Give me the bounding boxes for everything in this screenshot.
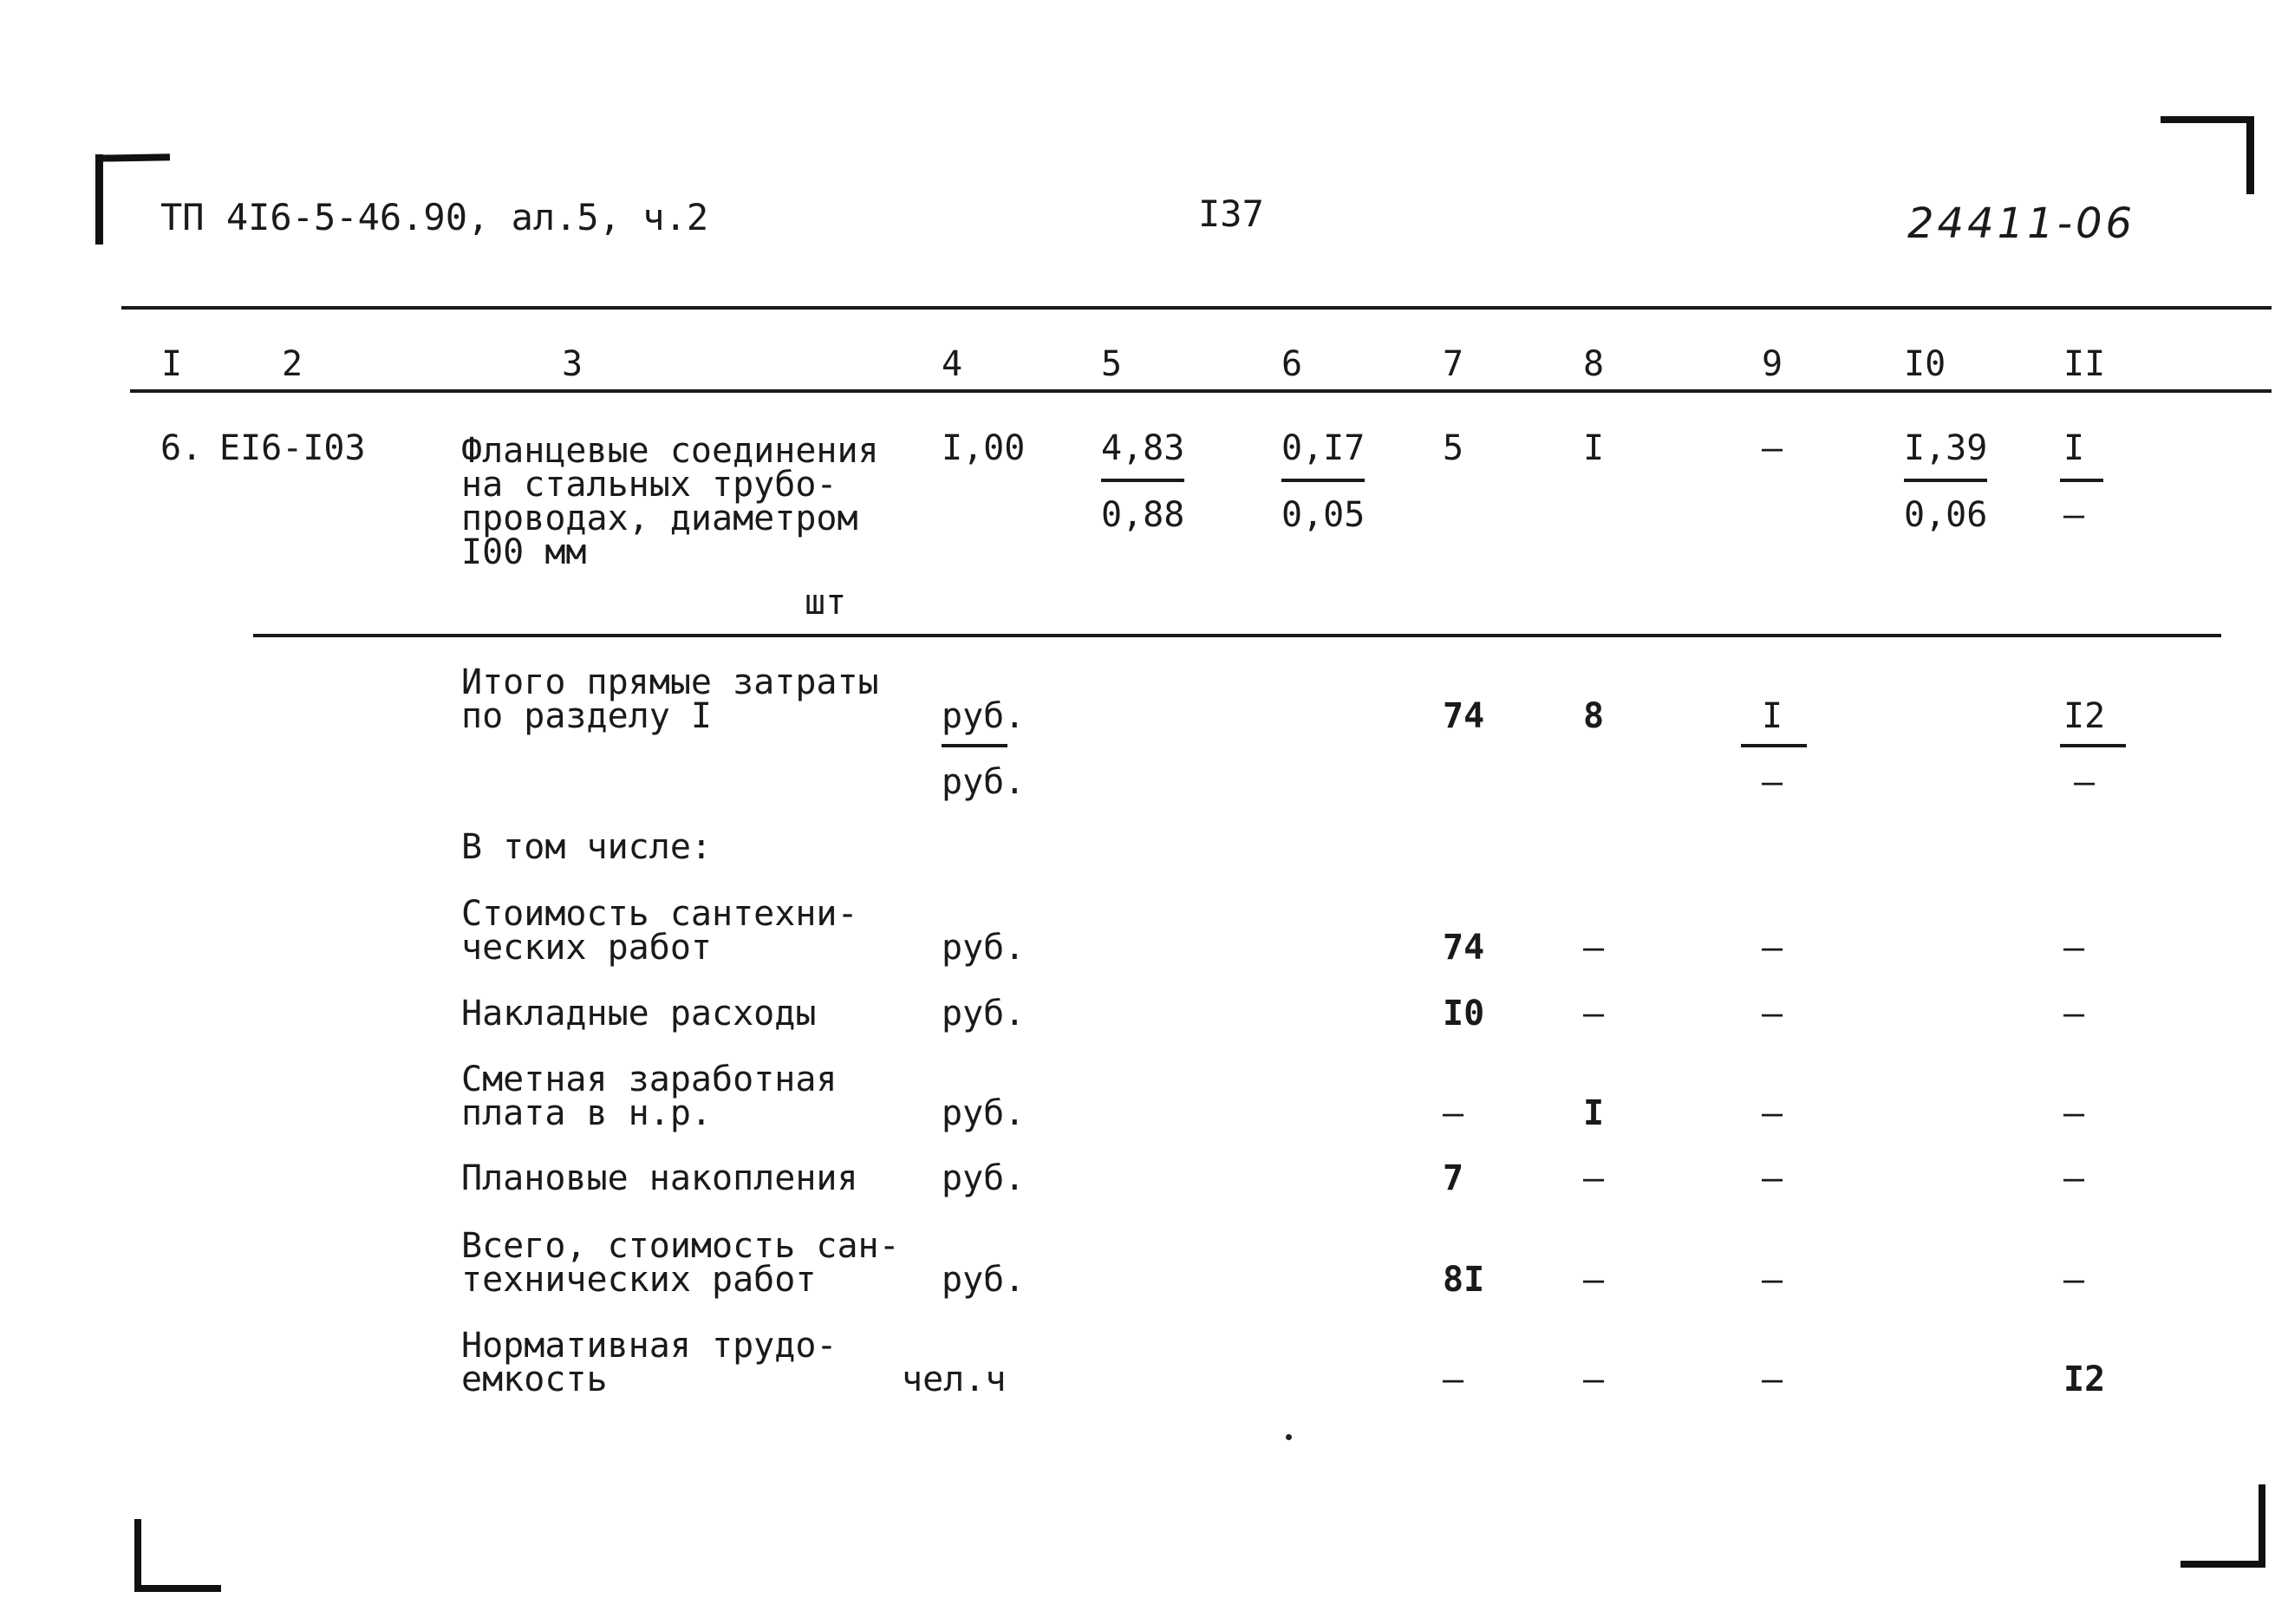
item-col8: I: [1583, 428, 1605, 468]
fraction-bar: [1904, 479, 1987, 482]
item-col5-bottom: 0,88: [1101, 495, 1185, 535]
total-col8: 8: [1583, 696, 1605, 736]
fraction-bar: [1101, 479, 1184, 482]
handwritten-document-code: 24411-06: [1907, 199, 2136, 248]
including-label: В том числе:: [461, 827, 712, 867]
row-col9: –: [1762, 1093, 1783, 1133]
total-col9-top: I: [1762, 696, 1783, 736]
row-label-line: ческих работ: [461, 928, 712, 968]
column-header: I: [161, 344, 183, 384]
item-quantity: I,00: [942, 428, 1026, 468]
row-col11: –: [2063, 1093, 2085, 1133]
row-col11: –: [2063, 994, 2085, 1034]
row-col11: –: [2063, 1158, 2085, 1198]
row-unit: руб.: [942, 1260, 1026, 1300]
row-label-line: Стоимость сантехни-: [461, 894, 858, 934]
column-header: 6: [1281, 344, 1303, 384]
item-unit: шт: [805, 583, 847, 623]
row-label-line: Плановые накопления: [461, 1158, 858, 1198]
item-col11-top: I: [2063, 428, 2085, 468]
row-col9: –: [1762, 994, 1783, 1034]
row-label-line: Накладные расходы: [461, 994, 817, 1034]
item-description-line: Фланцевые соединения: [461, 431, 879, 471]
row-label-line: Сметная заработная: [461, 1060, 838, 1099]
row-col8: I: [1583, 1093, 1605, 1133]
total-unit-top: руб.: [942, 696, 1026, 736]
row-col7: I0: [1443, 994, 1485, 1034]
column-header: 8: [1583, 344, 1605, 384]
corner-mark-top-left-horizontal: [95, 153, 170, 161]
column-header: I0: [1904, 344, 1946, 384]
item-col6-top: 0,I7: [1281, 428, 1366, 468]
row-col8: –: [1583, 994, 1605, 1034]
corner-mark-bottom-left-vertical: [134, 1519, 141, 1592]
row-col11: –: [2063, 928, 2085, 968]
row-unit: руб.: [942, 928, 1026, 968]
row-col11: I2: [2063, 1360, 2106, 1399]
row-col7: –: [1443, 1360, 1464, 1399]
item-col11-bottom: –: [2063, 495, 2085, 535]
row-label-line: Нормативная трудо-: [461, 1326, 838, 1366]
document-reference: ТП 4I6-5-46.90, ал.5, ч.2: [160, 196, 709, 238]
row-unit: чел.ч: [902, 1360, 1007, 1399]
row-label-line: Всего, стоимость сан-: [461, 1226, 900, 1266]
row-col7: 7: [1443, 1158, 1464, 1198]
column-header: 3: [562, 344, 583, 384]
total-col7: 74: [1443, 696, 1485, 736]
row-col8: –: [1583, 1158, 1605, 1198]
row-unit: руб.: [942, 1158, 1026, 1198]
item-col7: 5: [1443, 428, 1464, 468]
fraction-bar: [2060, 479, 2103, 482]
row-col9: –: [1762, 928, 1783, 968]
item-col10-top: I,39: [1904, 428, 1988, 468]
item-col9: –: [1762, 428, 1783, 468]
column-header: 5: [1101, 344, 1123, 384]
table-top-rule: [121, 306, 2272, 310]
row-unit: руб.: [942, 1093, 1026, 1133]
page-number: I37: [1198, 192, 1264, 235]
total-col9-bottom: –: [1762, 762, 1783, 802]
row-col7: –: [1443, 1093, 1464, 1133]
column-header: 2: [282, 344, 303, 384]
item-col10-bottom: 0,06: [1904, 495, 1988, 535]
item-bottom-rule: [253, 634, 2221, 637]
item-number: 6.: [160, 428, 203, 468]
row-label-line: технических работ: [461, 1260, 817, 1300]
corner-mark-top-right-horizontal: [2161, 116, 2254, 123]
column-header: 4: [942, 344, 963, 384]
row-col9: –: [1762, 1158, 1783, 1198]
corner-mark-top-left-vertical: [95, 154, 103, 245]
column-header: 7: [1443, 344, 1464, 384]
column-header: II: [2063, 344, 2106, 384]
row-col9: –: [1762, 1360, 1783, 1399]
fraction-bar: [1281, 479, 1365, 482]
fraction-bar: [2060, 744, 2126, 747]
row-col9: –: [1762, 1260, 1783, 1300]
row-label-line: емкость: [461, 1360, 608, 1399]
column-header: 9: [1762, 344, 1783, 384]
total-unit-bottom: руб.: [942, 762, 1026, 802]
fraction-bar: [942, 744, 1007, 747]
row-col11: –: [2063, 1260, 2085, 1300]
header-bottom-rule: [130, 389, 2272, 393]
corner-mark-bottom-right-vertical: [2259, 1484, 2265, 1568]
corner-mark-top-right-vertical: [2246, 116, 2254, 194]
item-col5-top: 4,83: [1101, 428, 1185, 468]
row-col8: –: [1583, 928, 1605, 968]
row-col7: 8I: [1443, 1260, 1485, 1300]
item-description-line: на стальных трубо-: [461, 465, 838, 505]
item-description-line: проводах, диаметром: [461, 499, 858, 538]
fraction-bar: [1741, 744, 1807, 747]
item-col6-bottom: 0,05: [1281, 495, 1366, 535]
total-label-line: по разделу I: [461, 696, 712, 736]
corner-mark-bottom-left-horizontal: [134, 1585, 221, 1592]
total-col11-top: I2: [2063, 696, 2106, 736]
row-col7: 74: [1443, 928, 1485, 968]
row-col8: –: [1583, 1360, 1605, 1399]
total-col11-bottom: –: [2074, 762, 2096, 802]
row-label-line: плата в н.р.: [461, 1093, 712, 1133]
item-description-line: I00 мм: [461, 532, 587, 572]
item-code: EI6-I03: [219, 428, 366, 468]
ink-speck: [1286, 1434, 1292, 1440]
corner-mark-bottom-right-horizontal: [2180, 1561, 2265, 1568]
row-col8: –: [1583, 1260, 1605, 1300]
total-label-line: Итого прямые затраты: [461, 662, 879, 702]
row-unit: руб.: [942, 994, 1026, 1034]
